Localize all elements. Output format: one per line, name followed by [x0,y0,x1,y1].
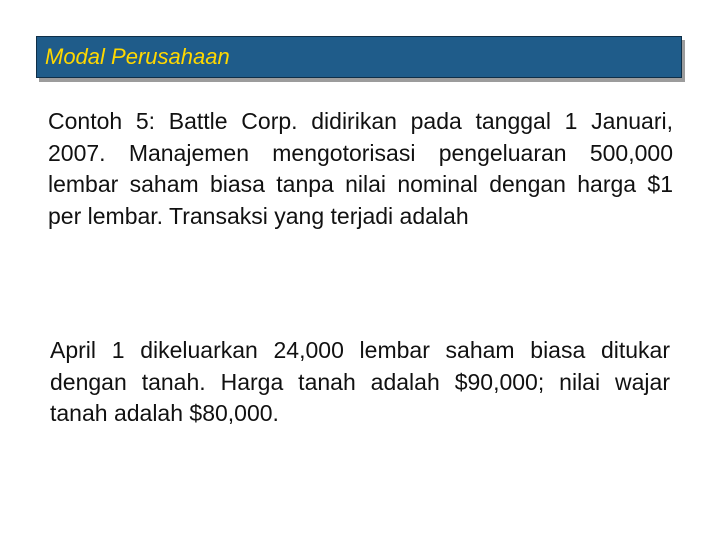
example-paragraph: Contoh 5: Battle Corp. didirikan pada tanggal 1 Januari, 2007. Manajemen mengotorisasi pengeluaran 500,000 lembar saham biasa tanpa nilai nominal dengan harga $1 per lembar. Transaksi yang terjadi adalah [48,108,673,229]
slide-title: Modal Perusahaan [45,44,230,69]
slide-title-bar [36,36,682,78]
transaction-paragraph: April 1 dikeluarkan 24,000 lembar saham biasa ditukar dengan tanah. Harga tanah adalah $90,000; nilai wajar tanah adalah $80,000. [50,337,670,426]
